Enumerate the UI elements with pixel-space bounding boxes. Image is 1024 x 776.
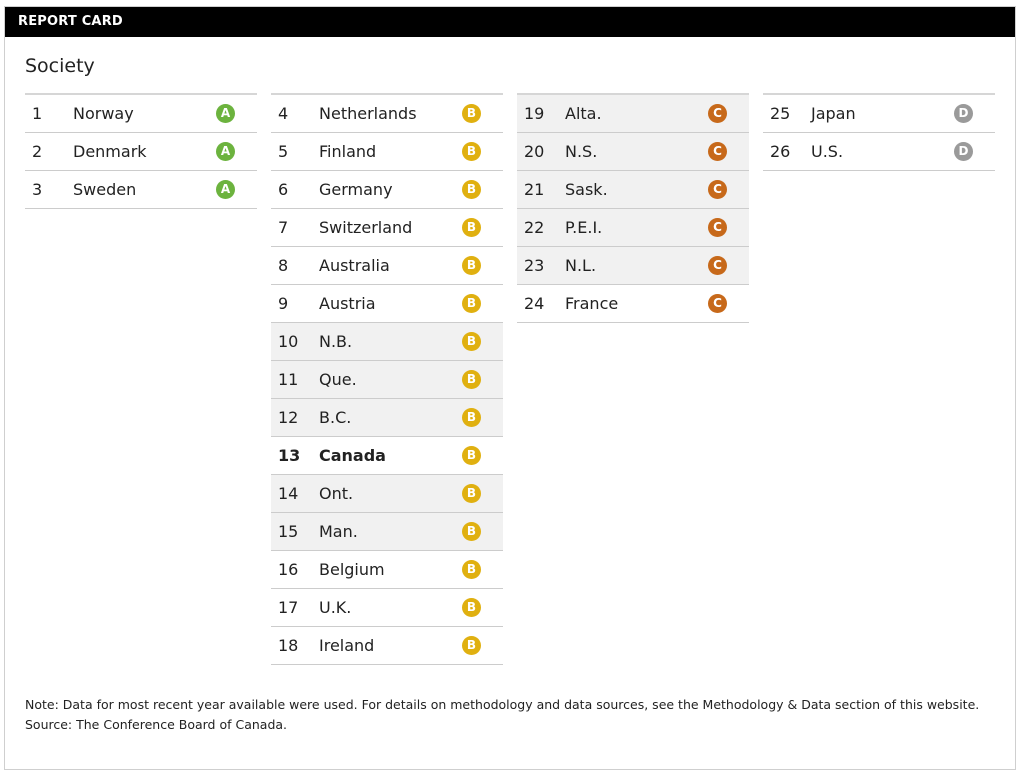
footer-note: Note: Data for most recent year available were used. For details on methodology and data sources, see the Methodology & Data section of this website.: [25, 697, 980, 712]
region-name: N.L.: [565, 256, 597, 275]
grade-d-badge-icon: D: [954, 142, 973, 161]
grade-b-badge-icon: B: [462, 332, 481, 351]
rank-number: 20: [524, 142, 545, 161]
region-name: Ont.: [319, 484, 354, 503]
grade-b-badge-icon: B: [462, 142, 481, 161]
grade-b-badge-icon: B: [462, 408, 481, 427]
grade-c-badge-icon: C: [708, 180, 727, 199]
ranking-row: [517, 209, 749, 247]
report-card: [4, 6, 1016, 770]
rank-number: 8: [278, 256, 289, 275]
grade-c-badge-icon: C: [708, 256, 727, 275]
grade-c-badge-icon: C: [708, 294, 727, 313]
rank-number: 22: [524, 218, 545, 237]
grade-a-badge-icon: A: [216, 142, 235, 161]
ranking-column-2: [271, 93, 503, 665]
rank-number: 19: [524, 104, 545, 123]
grade-b-badge-icon: B: [462, 218, 481, 237]
grade-b-badge-icon: B: [462, 484, 481, 503]
ranking-row: [517, 285, 749, 323]
region-name: Norway: [73, 104, 134, 123]
ranking-row: [517, 133, 749, 171]
rank-number: 12: [278, 408, 299, 427]
rank-number: 23: [524, 256, 545, 275]
rank-number: 18: [278, 636, 299, 655]
rank-number: 4: [278, 104, 289, 123]
ranking-row: [271, 323, 503, 361]
grade-b-badge-icon: B: [462, 294, 481, 313]
region-name: B.C.: [319, 408, 352, 427]
region-name: Netherlands: [319, 104, 417, 123]
rank-number: 24: [524, 294, 545, 313]
ranking-row: [271, 551, 503, 589]
rank-number: 1: [32, 104, 43, 123]
rank-number: 13: [278, 446, 301, 465]
grade-c-badge-icon: C: [708, 218, 727, 237]
grade-b-badge-icon: B: [462, 180, 481, 199]
grade-b-badge-icon: B: [462, 256, 481, 275]
footer-notes: [25, 695, 995, 735]
report-card-header: REPORT CARD: [5, 7, 1015, 37]
rank-number: 21: [524, 180, 545, 199]
region-name: Australia: [319, 256, 390, 275]
rank-number: 17: [278, 598, 299, 617]
region-name: Alta.: [565, 104, 602, 123]
rank-number: 16: [278, 560, 299, 579]
rank-number: 9: [278, 294, 289, 313]
rank-number: 3: [32, 180, 43, 199]
ranking-row: [271, 437, 503, 475]
ranking-row: [763, 95, 995, 133]
region-name: Finland: [319, 142, 377, 161]
ranking-row: [763, 133, 995, 171]
ranking-row: [25, 133, 257, 171]
grade-a-badge-icon: A: [216, 104, 235, 123]
region-name: Germany: [319, 180, 393, 199]
rank-number: 15: [278, 522, 299, 541]
region-name: Sask.: [565, 180, 608, 199]
rank-number: 7: [278, 218, 289, 237]
grade-d-badge-icon: D: [954, 104, 973, 123]
region-name: Canada: [319, 446, 386, 465]
ranking-row: [271, 475, 503, 513]
ranking-row: [25, 95, 257, 133]
region-name: Austria: [319, 294, 376, 313]
grade-b-badge-icon: B: [462, 446, 481, 465]
ranking-row: [25, 171, 257, 209]
region-name: Japan: [811, 104, 856, 123]
grade-b-badge-icon: B: [462, 522, 481, 541]
region-name: U.S.: [811, 142, 844, 161]
ranking-row: [271, 133, 503, 171]
grade-b-badge-icon: B: [462, 104, 481, 123]
region-name: France: [565, 294, 619, 313]
footer-source: Source: The Conference Board of Canada.: [25, 717, 288, 732]
region-name: Denmark: [73, 142, 147, 161]
grade-b-badge-icon: B: [462, 560, 481, 579]
ranking-row: [517, 247, 749, 285]
rank-number: 10: [278, 332, 299, 351]
region-name: Ireland: [319, 636, 375, 655]
region-name: Que.: [319, 370, 357, 389]
rank-number: 2: [32, 142, 43, 161]
ranking-row: [271, 361, 503, 399]
rank-number: 11: [278, 370, 299, 389]
rank-number: 14: [278, 484, 299, 503]
ranking-row: [517, 171, 749, 209]
region-name: Switzerland: [319, 218, 413, 237]
ranking-row: [271, 209, 503, 247]
grade-b-badge-icon: B: [462, 370, 481, 389]
ranking-row: [271, 399, 503, 437]
ranking-column-1: [25, 93, 257, 209]
rank-number: 25: [770, 104, 791, 123]
ranking-row: [271, 285, 503, 323]
ranking-row: [271, 589, 503, 627]
region-name: Sweden: [73, 180, 137, 199]
region-name: Man.: [319, 522, 358, 541]
ranking-column-3: [517, 93, 749, 323]
ranking-row: [271, 513, 503, 551]
grade-b-badge-icon: B: [462, 636, 481, 655]
rank-number: 5: [278, 142, 289, 161]
ranking-row: [271, 627, 503, 665]
grade-c-badge-icon: C: [708, 142, 727, 161]
region-name: U.K.: [319, 598, 352, 617]
rank-number: 26: [770, 142, 791, 161]
ranking-column-4: [763, 93, 995, 171]
region-name: Belgium: [319, 560, 385, 579]
ranking-row: [271, 95, 503, 133]
region-name: N.B.: [319, 332, 353, 351]
region-name: N.S.: [565, 142, 598, 161]
ranking-row: [271, 247, 503, 285]
ranking-row: [517, 95, 749, 133]
rank-number: 6: [278, 180, 289, 199]
ranking-row: [271, 171, 503, 209]
page-title: Society: [25, 55, 95, 77]
grade-c-badge-icon: C: [708, 104, 727, 123]
region-name: P.E.I.: [565, 218, 603, 237]
grade-a-badge-icon: A: [216, 180, 235, 199]
grade-b-badge-icon: B: [462, 598, 481, 617]
